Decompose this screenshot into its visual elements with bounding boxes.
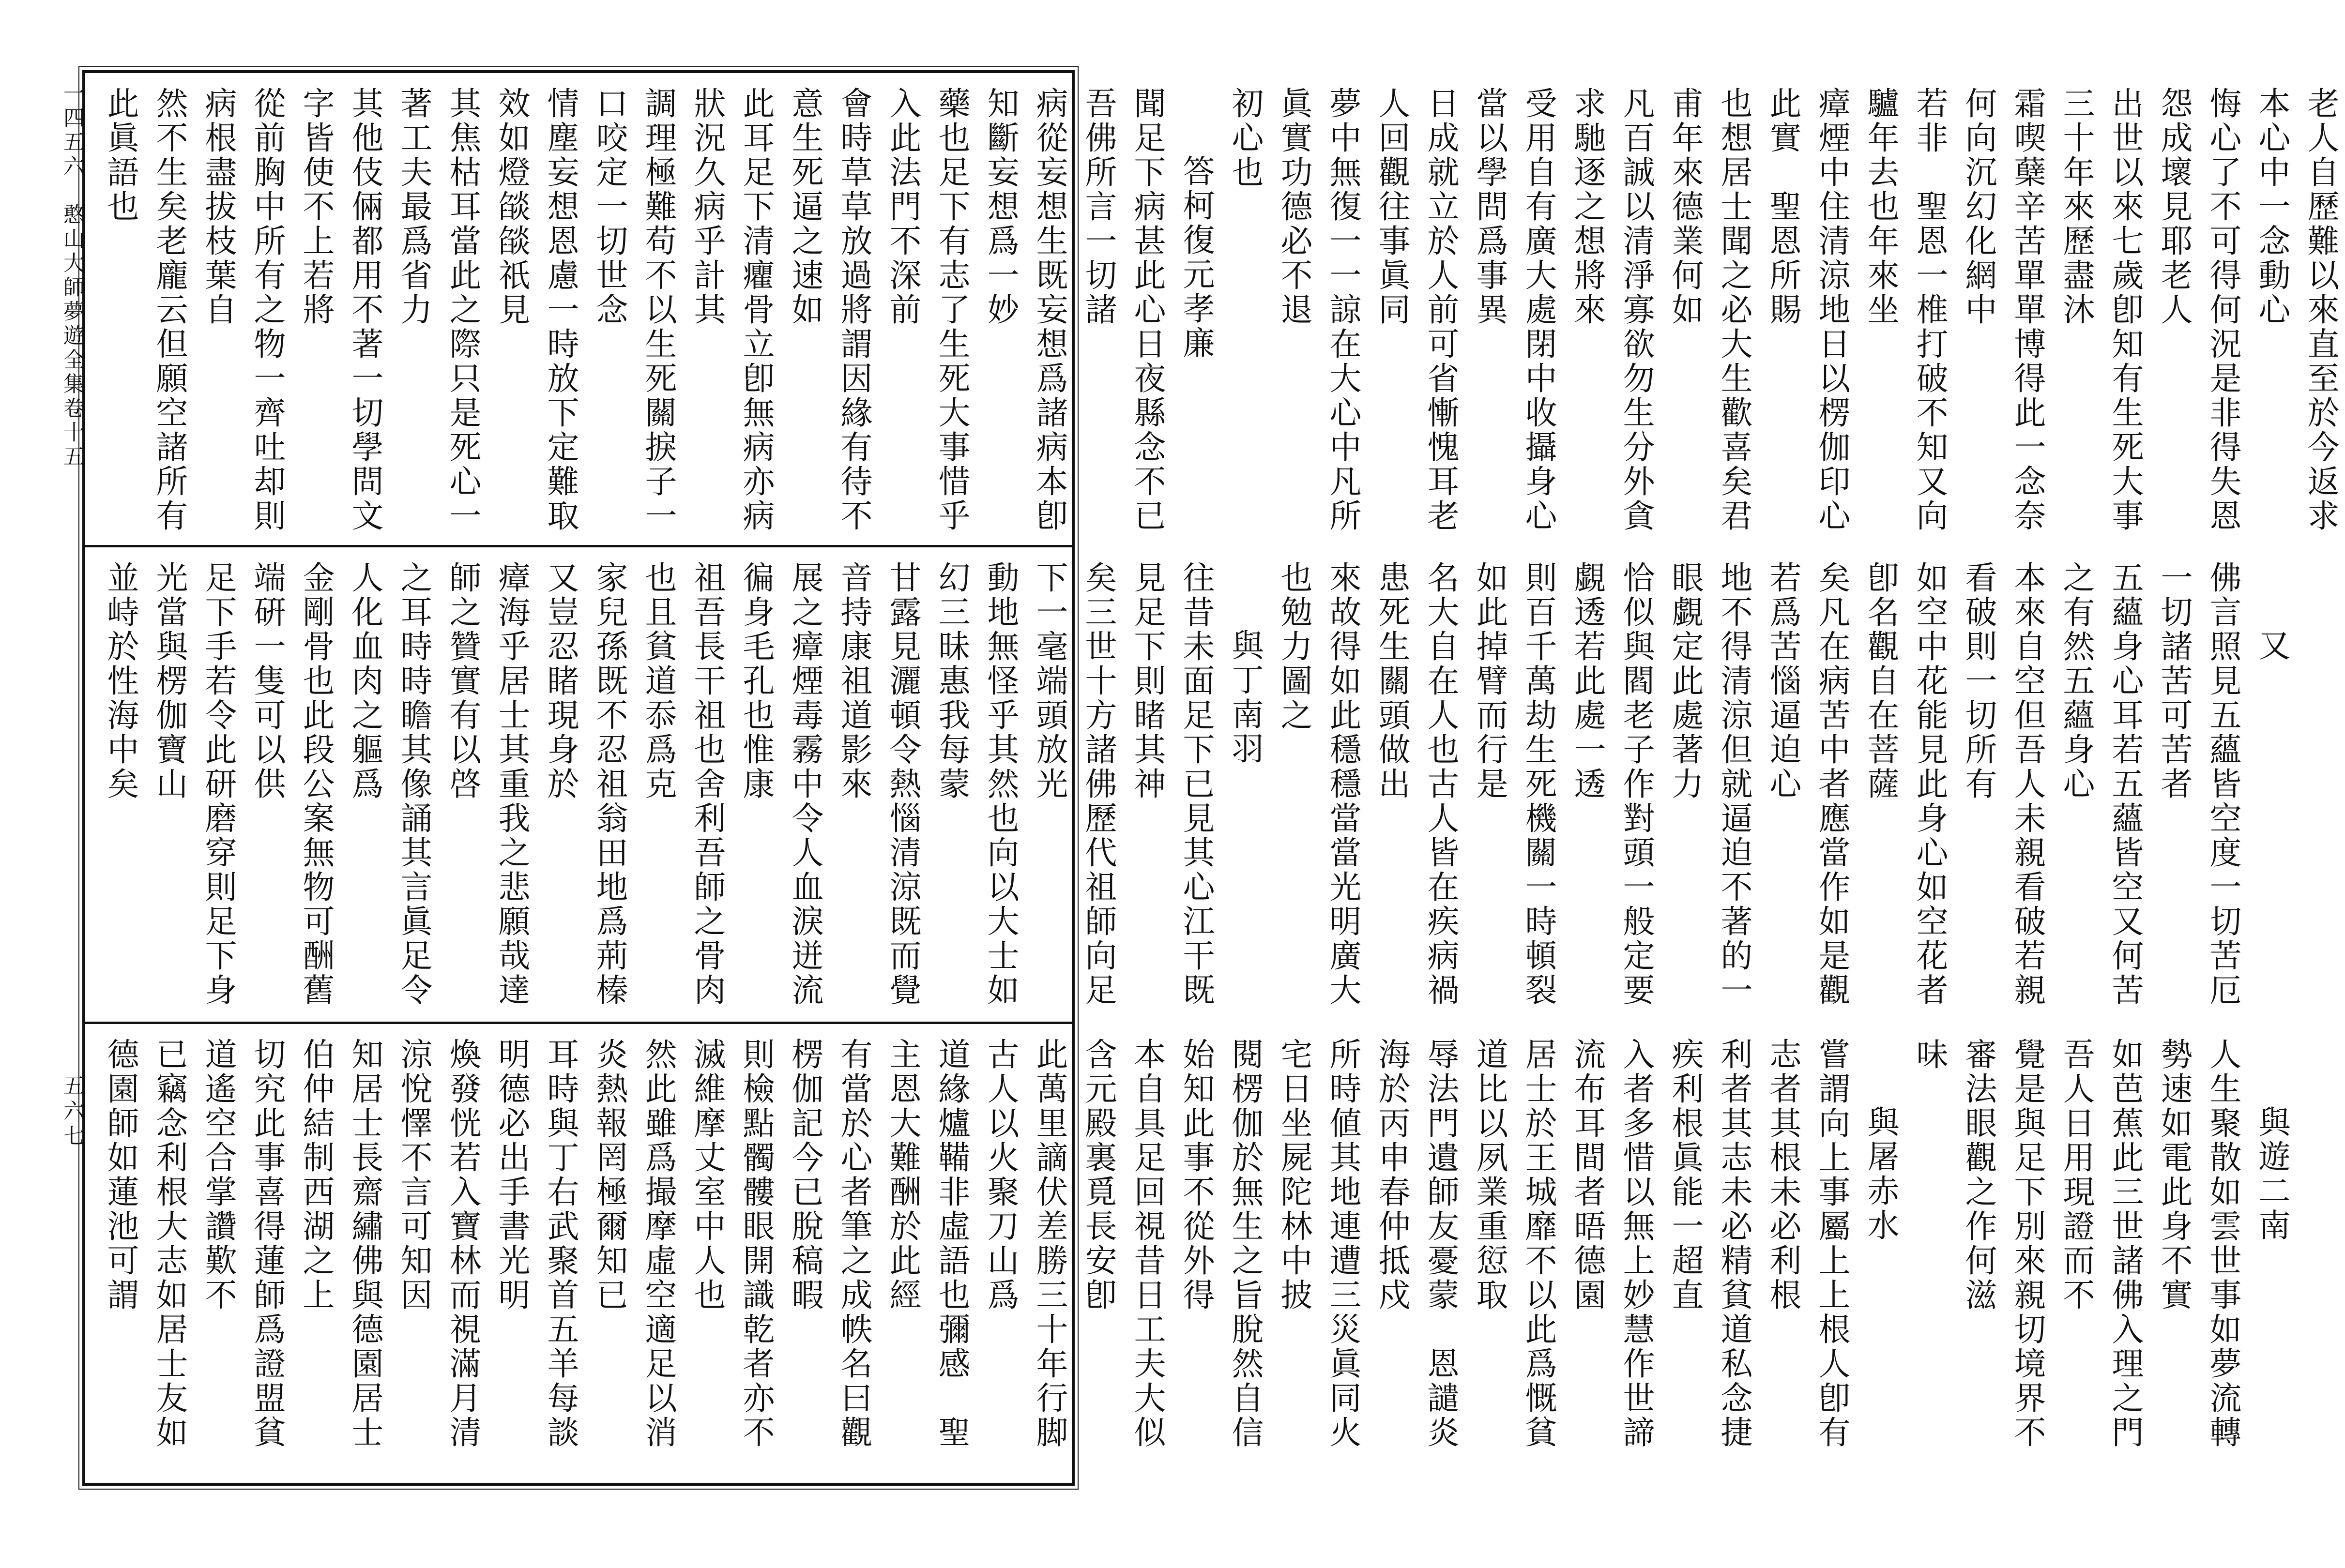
- text-column: 矣凡在病苦中者應當作如是觀若爲苦惱逼迫心: [1764, 561, 1850, 1008]
- text-column: 覺是與足下別來親切境界不審法眼觀之作何滋: [1960, 1038, 2046, 1450]
- text-column: 動地無怪乎其然也向以大士如幻三昧惠我每蒙: [933, 561, 1019, 1008]
- text-column: 切究此事喜得蓮師爲證盟貧道遙空合掌讚歎不: [199, 1038, 286, 1450]
- letter-heading: 與丁南羽: [1226, 629, 1264, 766]
- text-column: 藥也足下有志了生死大事惜乎入此法門不深前: [884, 87, 970, 533]
- text-column: 恰似與閻老子作對頭一般定要覷透若此處一透: [1568, 561, 1655, 1008]
- text-column: 然不生矣老龐云但願空諸所有此眞語也: [102, 87, 188, 533]
- text-column: 煥發恍若入寶林而視滿月清涼悅懌不言可知因: [395, 1038, 481, 1450]
- text-column: 入者多惜以無上妙慧作世諦流布耳間者晤德園: [1568, 1038, 1655, 1450]
- text-column: 其焦枯耳當此之際只是死心一著工夫最爲省力: [395, 87, 481, 533]
- text-column: 甘露見灑頓令熱惱清涼既而覺音持康祖道影來: [835, 561, 921, 1008]
- text-column: 名大自在人也古人皆在疾病禍患死生關頭做出: [1373, 561, 1459, 1008]
- text-column: 嘗謂向上事屬上上根人卽有志者其根未必利根: [1764, 1038, 1850, 1450]
- text-column: 有當於心者筆之成帙名曰觀楞伽記今已脫稿暇: [786, 1038, 872, 1450]
- text-column: 會時草草放過將謂因緣有待不意生死逼之速如: [786, 87, 872, 533]
- text-panel-middle: [85, 547, 2290, 1024]
- text-column: 出世以來七歲卽知有生死大事三十年來歷盡沐: [2057, 87, 2144, 533]
- panel-text: [96, 87, 2345, 534]
- text-column: 瘴海乎居士其重我之悲願哉達師之贊實有以啓: [444, 561, 530, 1008]
- text-column: 往昔未面足下已見其心江干既見足下則睹其神: [1128, 561, 1215, 1008]
- letter-heading: 與屠赤水: [1862, 1105, 1899, 1243]
- text-column: 地不得清涼但就逼迫不著的一眼覷定此處著力: [1666, 561, 1752, 1008]
- text-column: 人生聚散如雲世事如夢流轉勢速如電此身不實: [2155, 1038, 2241, 1450]
- text-column: 並峙於性海中矣: [102, 561, 139, 801]
- letter-heading: 與遊二南: [2253, 1105, 2290, 1243]
- text-column: 凡百誠以清淨寡欲勿生分外貪求馳逐之想將來: [1568, 87, 1655, 533]
- text-column: 霜喫蘖辛苦單單博得此一念奈何向沉幻化網中: [1960, 87, 2046, 533]
- text-column: 若非 聖恩一椎打破不知又向驢年去也年來坐: [1862, 87, 1948, 533]
- letter-heading: 答柯復元孝廉: [1177, 154, 1215, 361]
- text-panel-top: [85, 73, 2339, 547]
- text-column: 老人自歷難以來直至於今返求本心中一念動心: [2253, 87, 2339, 533]
- book-info-margin: 一四五六 憨山大師夢遊全集卷十五: [60, 82, 84, 469]
- text-column: 利者其志未必精貧道私念捷疾利根眞能一超直: [1666, 1038, 1752, 1450]
- text-column: 足下手若令此研磨穿則足下身光當與楞伽寶山: [151, 561, 237, 1008]
- panel-text: [96, 561, 2296, 1011]
- text-column: 展之瘴煙毒霧中令人血淚迸流徧身毛孔也惟康: [737, 561, 823, 1008]
- text-column: 調理極難苟不以生死關捩子一口咬定一切世念: [591, 87, 677, 533]
- text-column: 日成就立於人前可省慚愧耳老人回觀往事眞同: [1373, 87, 1459, 533]
- text-column: 味: [1911, 1038, 1948, 1072]
- text-column: 如空中花能見此身心如空花者卽名觀自在菩薩: [1862, 561, 1948, 1008]
- text-column: 所時値其地連遭三災眞同火宅日坐屍陀林中披: [1275, 1038, 1361, 1450]
- text-column: 祖吾長干祖也舍利吾師之骨肉也且貧道忝爲克: [640, 561, 726, 1008]
- text-column: 受用自有廣大處閉中收攝身心當以學問爲事異: [1471, 87, 1557, 533]
- text-column: 然此雖爲撮摩虛空適足以消炎熱報罔極爾知已: [591, 1038, 677, 1450]
- text-column: 聞足下病甚此心日夜縣念不已吾佛所言一切諸: [1080, 87, 1166, 533]
- text-column: 夢中無復一一諒在大心中凡所眞實功德必不退: [1275, 87, 1361, 533]
- text-column: 病從妄想生既妄想爲諸病本卽知斷妄想爲一妙: [982, 87, 1068, 533]
- text-column: 道緣爐鞴非虛語也彌感 聖主恩大難酬於此經: [884, 1038, 970, 1450]
- text-column: 矣三世十方諸佛歷代祖師向足下一毫端頭放光: [1031, 561, 1117, 1008]
- text-column: 之耳時時瞻其像誦其言眞足令人化血肉之軀爲: [346, 561, 432, 1008]
- text-column: 其他伎倆都用不著一切學問文字皆使不上若將: [297, 87, 383, 533]
- page-frame: [82, 70, 2339, 1486]
- text-column: 從前胸中所有之物一齊吐却則病根盡拔枝葉自: [199, 87, 286, 533]
- text-column: 金剛骨也此段公案無物可酬舊端硏一隻可以供: [248, 561, 335, 1008]
- text-column: 知居士長齋繡佛與德園居士伯仲結制西湖之上: [297, 1038, 383, 1450]
- text-column: 如芭蕉此三世諸佛入理之門吾人日用現證而不: [2057, 1038, 2144, 1450]
- text-column: 此萬里謫伏差勝三十年行脚古人以火聚刀山爲: [982, 1038, 1068, 1450]
- text-column: 五蘊身心耳若五蘊皆空又何苦之有然五蘊身心: [2057, 561, 2144, 1008]
- text-column: 耳時與丁右武聚首五羊每談明德必出手書光明: [493, 1038, 579, 1450]
- text-column: 則百千萬劫生死機關一時頓裂如此掉臂而行是: [1471, 561, 1557, 1008]
- text-column: 本自具足回視昔日工夫大似含元殿裏覓長安卽: [1080, 1038, 1166, 1450]
- panel-text: [96, 1038, 2296, 1472]
- page-number: 五六七: [60, 1074, 84, 1150]
- text-panel-bottom: [85, 1024, 2290, 1483]
- text-column: 則檢點髑髏眼開識乾者亦不滅維摩丈室中人也: [688, 1038, 775, 1450]
- text-column: 居士於王城靡不以此爲慨貧道比以夙業重愆取: [1471, 1038, 1557, 1450]
- text-column: 情塵妄想恩慮一時放下定難取效如燈燄燄祇見: [493, 87, 579, 533]
- letter-heading: 又: [2253, 629, 2290, 663]
- text-column: 家兒孫既不忍祖翁田地爲荊榛又豈忍睹現身於: [542, 561, 628, 1008]
- text-column: 悔心了不可得何況是非得失恩怨成壞見耶老人: [2155, 87, 2241, 533]
- text-column: 也想居士聞之必大生歡喜矣君甫年來德業何如: [1666, 87, 1752, 533]
- text-column: 本來自空但吾人未親看破若親看破則一切所有: [1960, 561, 2046, 1008]
- text-column: 已竊念利根大志如居士友如德園師如蓮池可謂: [102, 1038, 188, 1450]
- text-column: 瘴煙中住清涼地日以楞伽印心此實 聖恩所賜: [1764, 87, 1850, 533]
- text-column: 辱法門遺師友憂蒙 恩譴炎海於丙申春仲抵戍: [1373, 1038, 1459, 1450]
- text-column: 此耳足下清癯骨立卽無病亦病狀況久病乎計其: [688, 87, 775, 533]
- text-column: 初心也: [1226, 87, 1264, 190]
- text-column: 來故得如此穩穩當當光明廣大也勉力圖之: [1275, 561, 1361, 1008]
- text-column: 閱楞伽於無生之旨脫然自信始知此事不從外得: [1177, 1038, 1264, 1450]
- text-column: 佛言照見五蘊皆空度一切苦厄一切諸苦可苦者: [2155, 561, 2241, 1008]
